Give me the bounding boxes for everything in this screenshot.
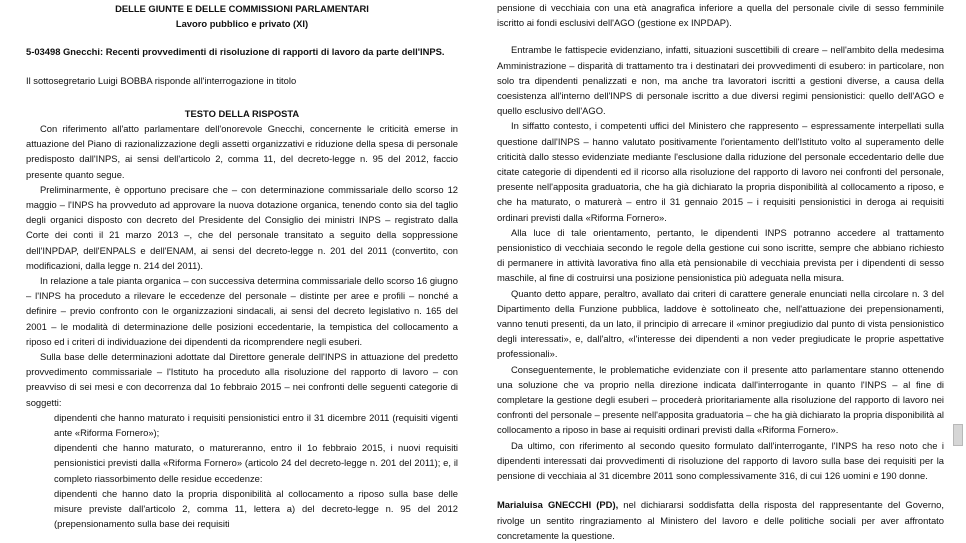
paragraph: Alla luce di tale orientamento, pertanto, le dipendenti INPS potranno accedere al trattamento pensionistico di vecchiaia secondo le regole della gestione cui sono iscritte, sempre che abbiano richiesto di permanere in attività lavorativa fino alla età pensionabile di vecchiaia prevista per i dipendenti di sesso maschile, al fine di costruirsi una posizione pensionistica più adeguata nella misura. <box>497 226 944 284</box>
paragraph: Con riferimento all'atto parlamentare dell'onorevole Gnecchi, concernente le criticità emerse in attuazione del Piano di razionalizzazione degli assetti organizzativi e riduzione della spesa di personale predisposto dall'INPS, ai sensi dell'articolo 2, comma 11, del decreto-legge n. 95 del 2012, faccio presente quanto segue. <box>26 123 458 180</box>
final-text: nel dichiararsi soddisfatta della risposta del rappresentante del Governo, rivolge un sentito ringraziamento al Ministero del lavoro e delle politiche sociali per aver affrontato concretamente la questione. <box>497 499 944 541</box>
paragraph: Quanto detto appare, peraltro, avallato dai criteri di carattere generale enunciati nella circolare n. 3 del Dipartimento della Funzione pubblica, laddove è sottolineato che, nell'attuazione dei prepensionamenti, vanno tenuti presenti, da un lato, il principio di arrecare il «minor pregiudizio dal punto di vista pensionistico degli interessati», e, dall'altro, «l'interesse dei dipendenti a non veder pregiudicate le proprie aspettative professionali». <box>497 287 944 360</box>
paragraph: Preliminarmente, è opportuno precisare che – con determinazione commissariale dello scorso 12 maggio – l'INPS ha provveduto ad approvare la nuova dotazione organica, tenendo conto sia del taglio degli organici disposto con decreto del Presidente del Consiglio dei ministri INPS – registrato dalla Corte dei conti il 21 marzo 2013 –, che del personale transitato a seguito della soppressione dell'INPDAP, dell'ENPALS e dell'ENAM, ai sensi del decreto-legge n. 201 del 2011 (convertito, con modificazioni, dalla legge n. 214 del 2011). <box>26 183 458 271</box>
list-item: dipendenti che hanno maturato i requisiti pensionistici entro il 31 dicembre 2011 (requisiti vigenti ante «Riforma Fornero»); <box>54 411 458 439</box>
heading-committee: Lavoro pubblico e privato (XI) <box>175 18 309 30</box>
paragraph: Entrambe le fattispecie evidenziano, infatti, situazioni suscettibili di creare – nell'ambito della medesima Amministrazione – disparità di trattamento tra i destinatari dei provvedimenti di esubero: in particolare, non solo tra dipendenti penalizzati e non, ma anche tra lavoratori iscritti a gestioni diverse, a causa della coesistenza all'interno dell'INPS di personale iscritto a due diversi regimi pensionistici: quello dell'AGO e quello esclusivo dell'AGO. <box>497 44 944 117</box>
paragraph: In relazione a tale pianta organica – con successiva determina commissariale dello scorso 16 giugno – l'INPS ha proceduto a rilevare le eccedenze del personale – distinte per aree e profili – nonché a definire – previo confronto con le organizzazioni sindacali, ai sensi del decreto legislativo n. 165 del 2001 – le modalità di determinazione delle posizioni eccedentarie, la tempistica del collocamento a riposo ed i criteri di individuazione dei dipendenti da ricomprendere negli esuberi. <box>26 275 458 347</box>
paragraph-continuation: pensione di vecchiaia con una età anagrafica inferiore a quella del personale civile di sesso femminile iscritto ai fondi esclusivi dell'AGO (gestione ex INPDAP). <box>497 2 944 29</box>
answer-title: TESTO DELLA RISPOSTA <box>184 107 300 119</box>
scrollbar-thumb[interactable] <box>953 424 963 446</box>
question-title: 5-03498 Gnecchi: Recenti provvedimenti di risoluzione di rapporti di lavoro da parte dell'INPS. <box>26 46 445 58</box>
paragraph: Da ultimo, con riferimento al secondo quesito formulato dall'interrogante, l'INPS ha reso noto che i dipendenti interessati dai provvedimenti di risoluzione del rapporto di lavoro sulla base dei requisiti per la pensione di vecchiaia al 31 dicembre 2011 sono complessivamente 316, di cui 126 uomini e 190 donne. <box>497 439 944 482</box>
list-item: dipendenti che hanno maturato, o matureranno, entro il 1o febbraio 2015, i nuovi requisiti pensionistici previsti dalla «Riforma Fornero» (articolo 24 del decreto-legge n. 201 del 2011); e, il completo riassorbimento delle residue eccedenze: <box>54 442 458 484</box>
paragraph: In siffatto contesto, i competenti uffici del Ministero che rappresento – espressamente interpellati sulla questione dall'INPS – hanno valutato positivamente l'orientamento dell'Istituto volto al superamento delle criticità dallo stesso evidenziate mediante l'esclusione dalla riduzione del personale eccedentario delle due citate categorie di dipendenti ed il ricorso alla risoluzione del rapporto di lavoro nei confronti del personale, presente nell'apposita graduatoria, che ha già dichiarato la propria disponibilità al collocamento a riposo, e che ha maturato, o maturerà – entro il 31 gennaio 2015 – i requisiti pensionistici in deroga ai requisiti ordinari previsti dalla «Riforma Fornero». <box>497 120 944 223</box>
list-item: dipendenti che hanno dato la propria disponibilità al collocamento a riposo sulla base delle misure previste dall'articolo 2, comma 11, lettera a) del decreto-legge n. 95 del 2012 (prepensionamento sulla base dei requisiti <box>54 487 458 530</box>
right-column <box>497 0 944 543</box>
paragraph: Conseguentemente, le problematiche evidenziate con il presente atto parlamentare stanno ottenendo una soluzione che va proprio nella direzione indicata dall'interrogante in quanto l'INPS – al fine di completare la gestione degli esuberi – procederà prioritariamente alla risoluzione del rapporto di lavoro nei confronti del personale – presente nell'apposita graduatoria – che ha già dichiarato la propria disponibilità al collocamento a riposo in base ai requisiti ordinari previsti dalla «Riforma Fornero». <box>497 363 944 436</box>
heading-commissions: DELLE GIUNTE E DELLE COMMISSIONI PARLAMENTARI <box>115 3 369 14</box>
undersecretary-line: Il sottosegretario Luigi BOBBA risponde all'interrogazione in titolo <box>26 74 297 86</box>
final-speaker: Marialuisa GNECCHI (PD), <box>497 499 619 511</box>
paragraph: Sulla base delle determinazioni adottate dal Direttore generale dell'INPS in attuazione del predetto provvedimento commissariale – l'Istituto ha proceduto alla risoluzione del rapporto di lavoro – con preavviso di sei mesi e con decorrenza dal 1o febbraio 2015 – nei confronti delle seguenti categorie di soggetti: <box>26 351 458 408</box>
left-column <box>26 0 458 532</box>
final-statement <box>497 497 944 543</box>
